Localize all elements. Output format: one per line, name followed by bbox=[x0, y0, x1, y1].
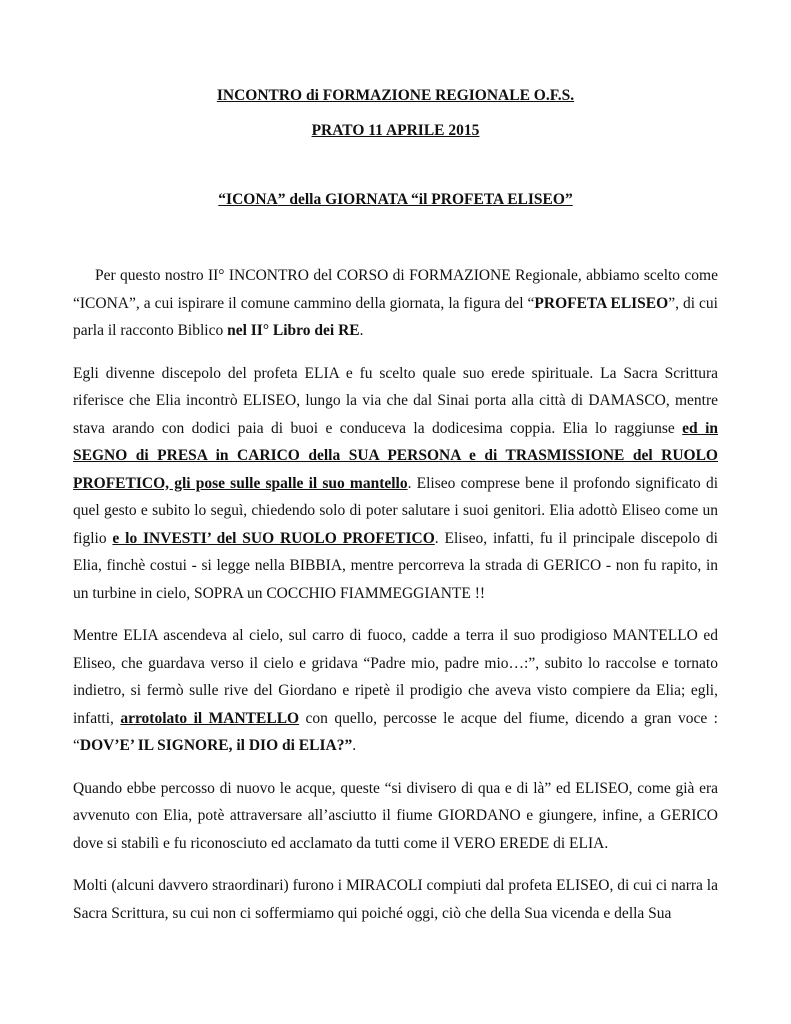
p1-text-2: ”, di cui parla il racconto Biblico bbox=[73, 294, 718, 339]
p1-text-1: Per questo nostro II° INCONTRO del CORSO di FORMAZIONE Regionale, abbiamo scelto come “ICONA”, a cui ispirare il comune cammino della giornata, la figura del “ bbox=[73, 267, 718, 312]
p3-text-3: . bbox=[352, 737, 357, 754]
document-title: INCONTRO di FORMAZIONE REGIONALE O.F.S. bbox=[216, 87, 575, 104]
paragraph-3 bbox=[73, 622, 718, 760]
p2-text-1: Egli divenne discepolo del profeta ELIA e fu scelto quale suo erede spirituale. La Sacra Scrittura riferisce che Elia incontrò ELISEO, lungo la via che dal Sinai porta alla città di DAMASCO, mentre stava arando con dodici paia di buoi e conduceva la dodicesima coppia. Elia lo raggiunse bbox=[73, 364, 718, 437]
p1-bold-2: nel II° Libro dei RE bbox=[227, 322, 360, 339]
p1-bold-1: PROFETA ELISEO bbox=[534, 294, 669, 312]
p2-text-2: . Eliseo comprese bene il profondo significato di quel gesto e subito lo seguì, chiedendo solo di poter salutare i suoi genitori. Elia adottò Eliseo come un figlio bbox=[73, 474, 718, 547]
p3-bold-1: DOV’E’ IL SIGNORE, il DIO di ELIA?” bbox=[79, 737, 353, 754]
p3-text-2: con quello, percosse le acque del fiume, dicendo a gran voce : “ bbox=[73, 709, 718, 754]
document-body bbox=[73, 262, 718, 942]
p2-bold-underline-2: e lo INVESTI’ del SUO RUOLO PROFETICO bbox=[112, 529, 435, 547]
subtitle-close-quote: ” bbox=[564, 191, 573, 208]
subtitle-icona: ICONA bbox=[226, 191, 278, 208]
p1-text-3: . bbox=[359, 322, 364, 339]
paragraph-1 bbox=[73, 262, 718, 345]
p3-text-1: Mentre ELIA ascendeva al cielo, sul carro di fuoco, cadde a terra il suo prodigioso MANTELLO ed Eliseo, che guardava verso il cielo e gridava “Padre mio, padre mio…:”, subito lo raccolse e tornato indietro, si fermò sulle rive del Giordano e ripetè il prodigio che aveva visto compiere da Elia; egli, infatti, bbox=[73, 627, 718, 727]
paragraph-2 bbox=[73, 360, 718, 608]
subtitle-middle: ” della GIORNATA “il PROFETA ELISEO bbox=[277, 191, 565, 208]
paragraph-5: Molti (alcuni davvero straordinari) furono i MIRACOLI compiuti dal profeta ELISEO, di cui ci narra la Sacra Scrittura, su cui non ci soffermiamo qui poiché oggi, ciò che della Sua vicenda e della Sua bbox=[73, 877, 718, 922]
document-subtitle bbox=[0, 190, 791, 210]
p2-bold-underline-1: ed in SEGNO di PRESA in CARICO della SUA PERSONA e di TRASMISSIONE del RUOLO PROFETICO, gli pose sulle spalle il suo mantello bbox=[73, 419, 718, 492]
p3-bold-underline-1: arrotolato il MANTELLO bbox=[120, 709, 300, 727]
subtitle-open-quote: “ bbox=[218, 191, 227, 208]
paragraph-4: Quando ebbe percosso di nuovo le acque, queste “si divisero di qua e di là” ed ELISEO, come già era avvenuto con Elia, potè attraversare all’asciutto il fiume GIORDANO e giungere, infine, a GERICO dove si stabilì e fu riconosciuto ed acclamato da tutti come il VERO EREDE di ELIA. bbox=[73, 779, 718, 852]
p2-text-3: . Eliseo, infatti, fu il principale discepolo di Elia, finchè costui - si legge nella BIBBIA, mentre percorreva la strada di GERICO - non fu rapito, in un turbine in cielo, SOPRA un COCCHIO FIAMMEGGIANTE !! bbox=[73, 529, 718, 602]
document-date-line: PRATO 11 APRILE 2015 bbox=[311, 122, 480, 139]
